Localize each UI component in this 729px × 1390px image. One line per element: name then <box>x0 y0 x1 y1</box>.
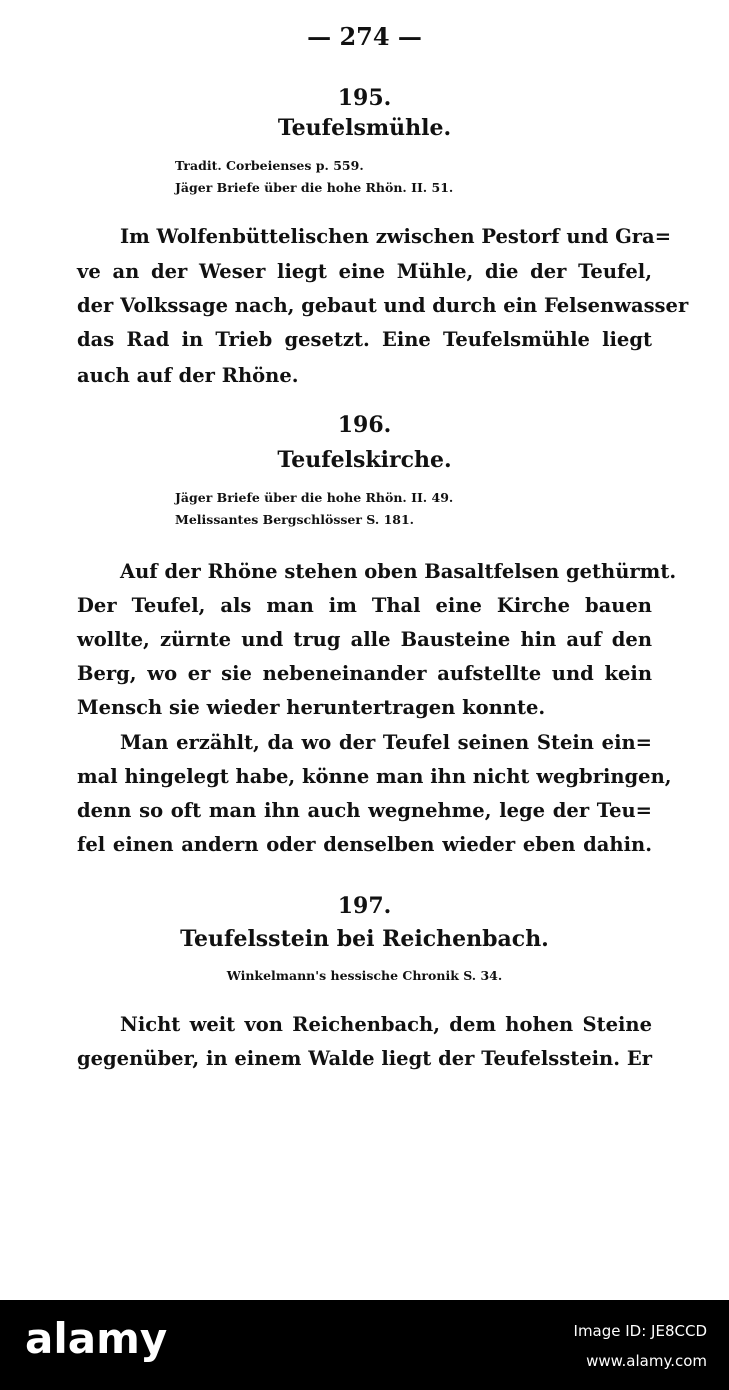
source-citation: Jäger Briefe über die hohe Rhön. II. 51. <box>175 180 454 195</box>
section-number: 197. <box>337 893 392 919</box>
text-line: ve an der Weser liegt eine Mühle, die der Teufel, <box>77 260 652 283</box>
alamy-logo: alamy <box>25 1314 168 1363</box>
page-number: — 274 — <box>307 22 422 51</box>
text-line: auch auf der Rhöne. <box>77 364 299 387</box>
site-url: www.alamy.com <box>586 1352 707 1370</box>
text-line: Im Wolfenbüttelischen zwischen Pestorf und Gra= <box>120 225 672 248</box>
section-title: Teufelskirche. <box>277 447 452 473</box>
text-line: Berg, wo er sie nebeneinander aufstellte und kein <box>77 662 652 685</box>
section-title: Teufelsmühle. <box>277 115 452 141</box>
text-line: wollte, zürnte und trug alle Bausteine hin auf den <box>77 628 652 651</box>
source-citation: Jäger Briefe über die hohe Rhön. II. 49. <box>175 490 454 505</box>
text-line: das Rad in Trieb gesetzt. Eine Teufelsmühle liegt <box>77 328 652 351</box>
text-line: der Volkssage nach, gebaut und durch ein Felsenwasser <box>77 294 689 317</box>
source-citation: Winkelmann's hessische Chronik S. 34. <box>226 968 503 983</box>
section-title: Teufelsstein bei Reichenbach. <box>180 926 549 952</box>
text-line: Mensch sie wieder heruntertragen konnte. <box>77 696 546 719</box>
watermark-footer <box>0 1300 729 1390</box>
text-line: fel einen andern oder denselben wieder eben dahin. <box>77 833 652 856</box>
source-citation: Melissantes Bergschlösser S. 181. <box>175 512 415 527</box>
source-citation: Tradit. Corbeienses p. 559. <box>175 158 364 173</box>
section-number: 196. <box>337 412 392 438</box>
text-line: mal hingelegt habe, könne man ihn nicht wegbringen, <box>77 765 672 788</box>
text-line: denn so oft man ihn auch wegnehme, lege der Teu= <box>77 799 652 822</box>
text-line: gegenüber, in einem Walde liegt der Teufelsstein. Er <box>77 1047 652 1070</box>
text-line: Nicht weit von Reichenbach, dem hohen Steine <box>120 1013 652 1036</box>
section-number: 195. <box>337 85 392 111</box>
image-id: Image ID: JE8CCD <box>573 1322 707 1340</box>
text-line: Man erzählt, da wo der Teufel seinen Stein ein= <box>120 731 652 754</box>
text-line: Der Teufel, als man im Thal eine Kirche bauen <box>77 594 652 617</box>
text-line: Auf der Rhöne stehen oben Basaltfelsen gethürmt. <box>120 560 677 583</box>
